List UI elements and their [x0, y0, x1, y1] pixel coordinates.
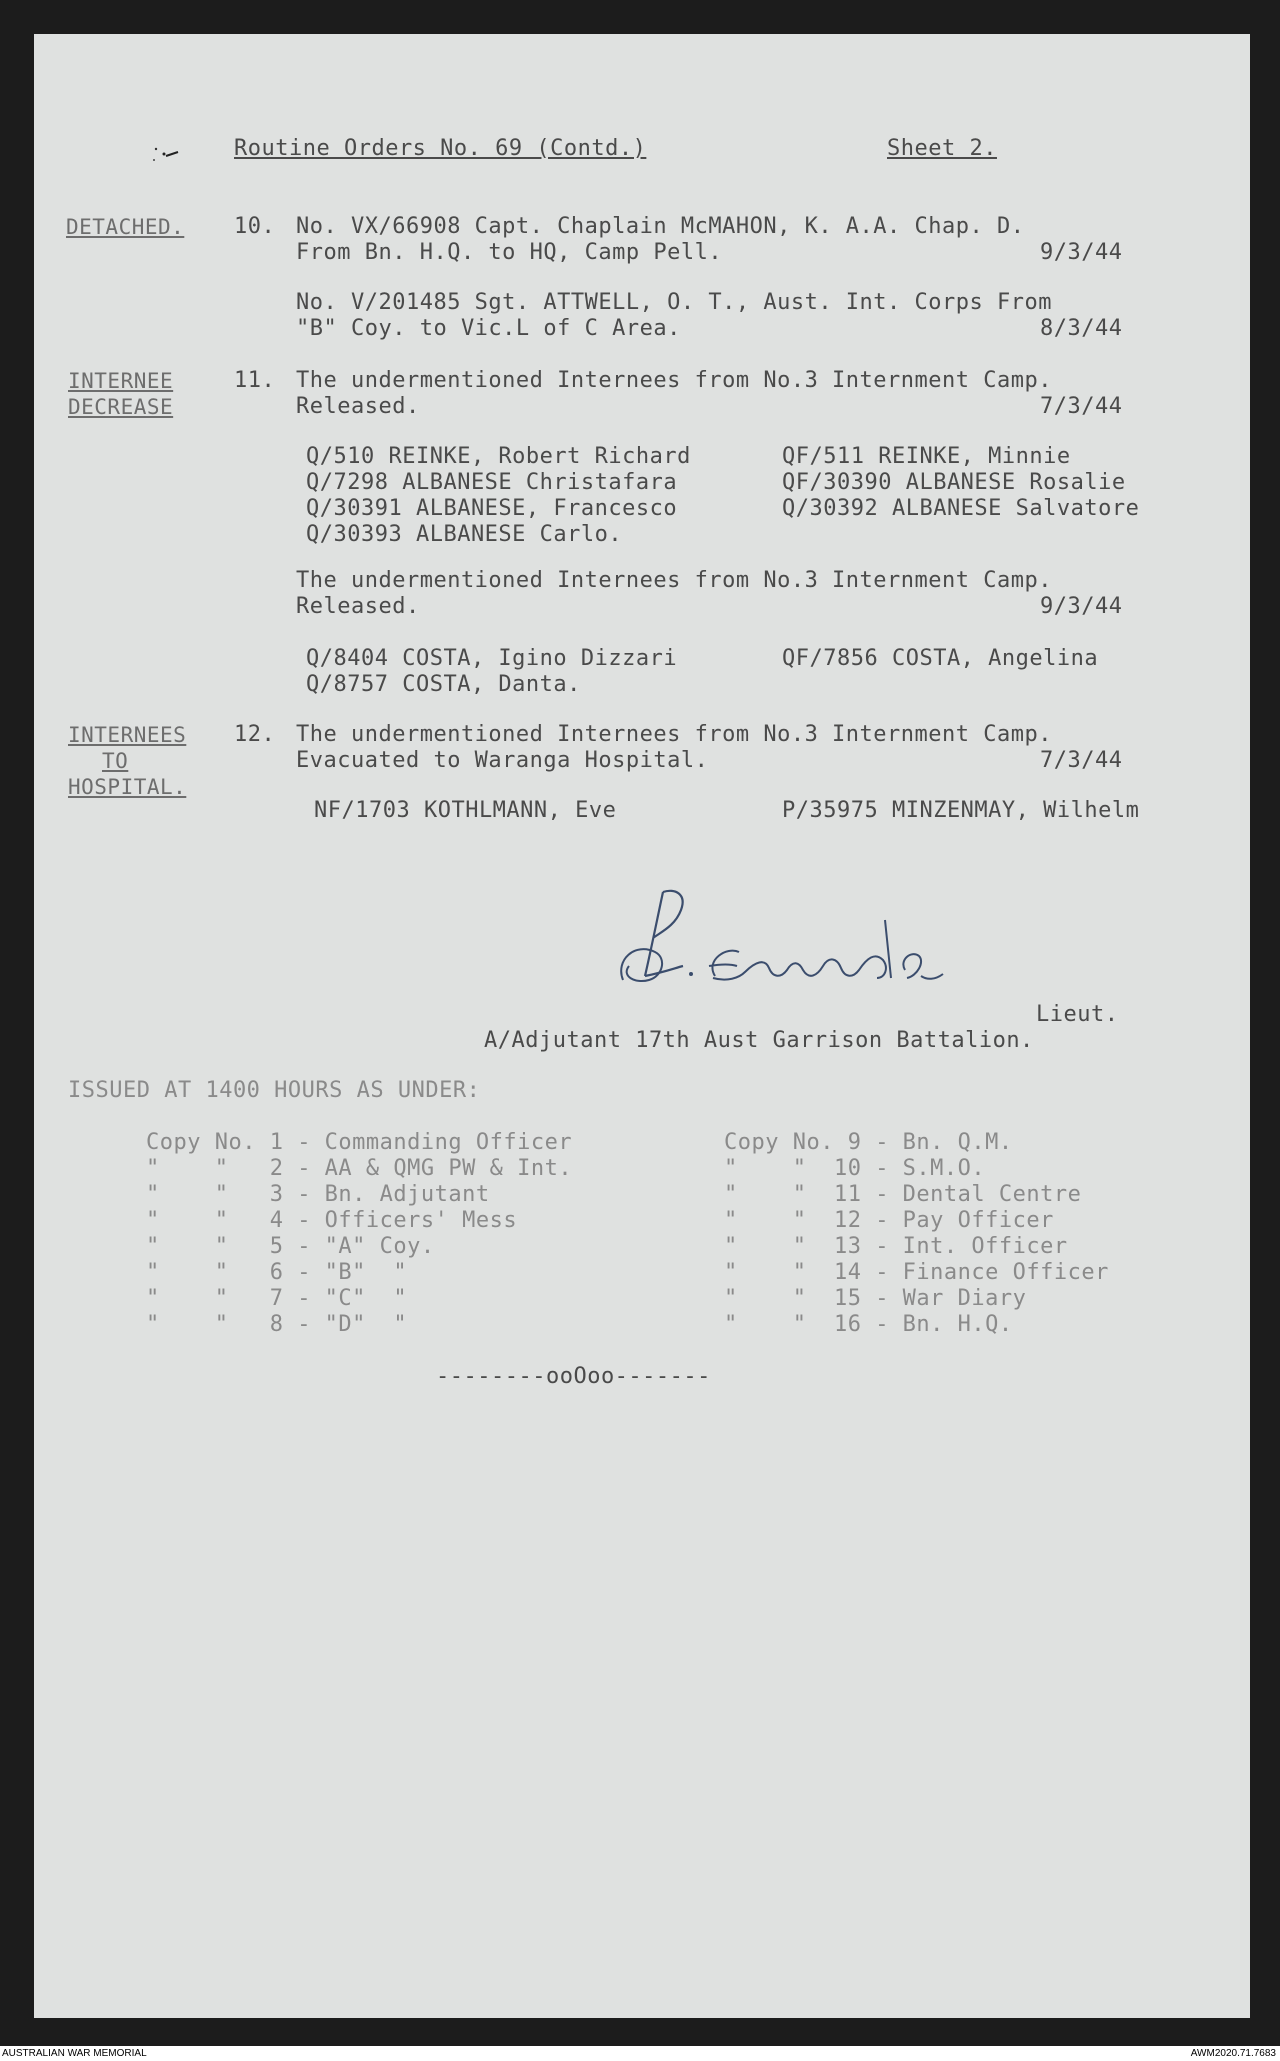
ink-marks	[152, 146, 192, 166]
distribution-entry: " " 12 - Pay Officer	[724, 1208, 1054, 1233]
distribution-entry: " " 3 - Bn. Adjutant	[146, 1182, 490, 1207]
detached-date-2: 8/3/44	[1040, 316, 1123, 341]
decrease-date-1: 7/3/44	[1040, 394, 1123, 419]
distribution-entry: " " 15 - War Diary	[724, 1286, 1027, 1311]
closing-rule: --------ooOoo-------	[436, 1364, 711, 1389]
item-number-11: 11.	[234, 368, 276, 393]
internee-name: Q/30392 ALBANESE Salvatore	[782, 496, 1140, 521]
distribution-entry: Copy No. 1 - Commanding Officer	[146, 1130, 573, 1155]
sheet-number: Sheet 2.	[887, 136, 997, 161]
hospital-label-3: HOSPITAL.	[68, 775, 187, 799]
internee-name: Q/8757 COSTA, Danta.	[306, 672, 581, 697]
distribution-entry: " " 5 - "A" Coy.	[146, 1234, 435, 1259]
footer-institution: AUSTRALIAN WAR MEMORIAL	[2, 2048, 147, 2059]
distribution-entry: " " 14 - Finance Officer	[724, 1260, 1109, 1285]
hospital-evacuated: Evacuated to Waranga Hospital.	[296, 748, 709, 773]
distribution-entry: " " 13 - Int. Officer	[724, 1234, 1068, 1259]
internee-name: Q/510 REINKE, Robert Richard	[306, 444, 691, 469]
decrease-intro-2: The undermentioned Internees from No.3 Internment Camp.	[296, 568, 1052, 593]
distribution-entry: " " 16 - Bn. H.Q.	[724, 1312, 1013, 1337]
item-number-10: 10.	[234, 214, 276, 239]
document-page	[34, 34, 1250, 2018]
detached-label: DETACHED.	[66, 215, 185, 239]
internee-name: NF/1703 KOTHLMANN, Eve	[314, 798, 617, 823]
item-number-12: 12.	[234, 722, 276, 747]
detached-line-2: From Bn. H.Q. to HQ, Camp Pell.	[296, 240, 723, 265]
internee-name: Q/7298 ALBANESE Christafara	[306, 470, 678, 495]
internee-name: Q/30393 ALBANESE Carlo.	[306, 522, 623, 547]
internee-name: QF/7856 COSTA, Angelina	[782, 646, 1099, 671]
detached-date-1: 9/3/44	[1040, 240, 1123, 265]
footer-accession-number: AWM2020.71.7683	[1190, 2048, 1276, 2059]
distribution-entry: " " 4 - Officers' Mess	[146, 1208, 518, 1233]
distribution-entry: " " 7 - "C" "	[146, 1286, 408, 1311]
distribution-entry: " " 10 - S.M.O.	[724, 1156, 986, 1181]
handwritten-signature	[605, 880, 985, 1000]
archive-footer	[0, 2046, 1280, 2061]
decrease-date-2: 9/3/44	[1040, 594, 1123, 619]
decrease-intro-1: The undermentioned Internees from No.3 Internment Camp.	[296, 368, 1052, 393]
distribution-entry: " " 2 - AA & QMG PW & Int.	[146, 1156, 573, 1181]
decrease-released-2: Released.	[296, 594, 420, 619]
internee-decrease-label-2: DECREASE	[68, 395, 174, 419]
hospital-label-1: INTERNEES	[68, 723, 187, 747]
internee-decrease-label-1: INTERNEE	[68, 369, 174, 393]
signatory-title: A/Adjutant 17th Aust Garrison Battalion.	[484, 1028, 1034, 1053]
signatory-rank: Lieut.	[1036, 1002, 1119, 1027]
detached-line-1: No. VX/66908 Capt. Chaplain McMAHON, K. A.A. Chap. D.	[296, 214, 1025, 239]
hospital-label-2: TO	[102, 749, 129, 773]
internee-name: Q/30391 ALBANESE, Francesco	[306, 496, 678, 521]
internee-name: QF/30390 ALBANESE Rosalie	[782, 470, 1126, 495]
distribution-entry: Copy No. 9 - Bn. Q.M.	[724, 1130, 1013, 1155]
distribution-entry: " " 6 - "B" "	[146, 1260, 408, 1285]
document-title: Routine Orders No. 69 (Contd.)	[234, 136, 647, 161]
decrease-released-1: Released.	[296, 394, 420, 419]
distribution-entry: " " 8 - "D" "	[146, 1312, 408, 1337]
internee-name: QF/511 REINKE, Minnie	[782, 444, 1071, 469]
distribution-entry: " " 11 - Dental Centre	[724, 1182, 1082, 1207]
internee-name: Q/8404 COSTA, Igino Dizzari	[306, 646, 678, 671]
detached-line-4: "B" Coy. to Vic.L of C Area.	[296, 316, 681, 341]
internee-name: P/35975 MINZENMAY, Wilhelm	[782, 798, 1140, 823]
detached-line-3: No. V/201485 Sgt. ATTWELL, O. T., Aust. Int. Corps From	[296, 290, 1052, 315]
hospital-intro: The undermentioned Internees from No.3 Internment Camp.	[296, 722, 1052, 747]
hospital-date: 7/3/44	[1040, 748, 1123, 773]
distribution-heading: ISSUED AT 1400 HOURS AS UNDER:	[68, 1078, 481, 1103]
